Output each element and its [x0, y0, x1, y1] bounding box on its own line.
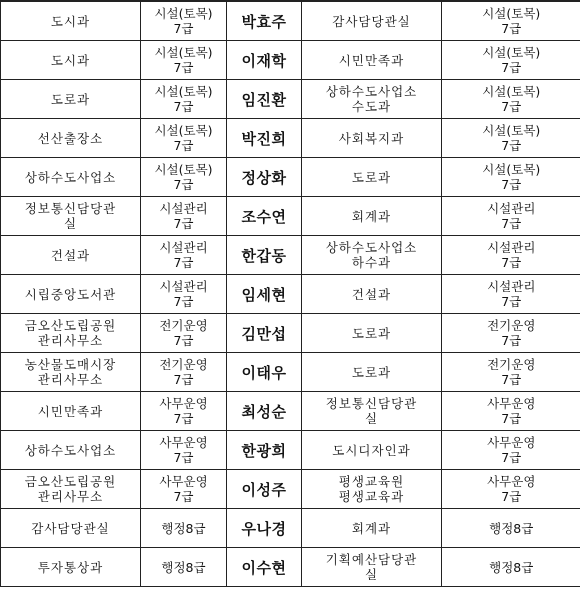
previous-department-line: 농산물도매시장 — [24, 357, 117, 372]
new-department-line: 감사담당관실 — [332, 13, 411, 29]
new-department-cell — [302, 236, 442, 275]
previous-grade-line: 7급 — [173, 411, 194, 426]
previous-grade-line: 시설관리 — [159, 201, 208, 216]
table-row — [1, 1, 580, 41]
previous-department-line: 선산출장소 — [37, 130, 104, 146]
new-grade-line: 전기운영 — [487, 318, 536, 333]
new-grade-cell — [442, 197, 580, 236]
new-grade-cell — [442, 431, 580, 470]
new-grade-line: 7급 — [501, 177, 522, 192]
previous-grade-line: 전기운영 — [159, 318, 208, 333]
new-department-cell — [302, 197, 442, 236]
employee-name-cell: 임세현 — [227, 275, 302, 314]
previous-grade-line: 7급 — [173, 216, 194, 231]
employee-name-cell: 임진환 — [227, 80, 302, 119]
new-department-line: 실 — [364, 567, 379, 582]
previous-department-line: 관리사무소 — [37, 372, 104, 387]
previous-grade-cell — [141, 236, 227, 275]
previous-grade-line: 7급 — [173, 372, 194, 387]
new-department-line: 하수과 — [351, 255, 392, 270]
previous-grade-line: 사무운영 — [159, 435, 208, 450]
previous-department-cell — [1, 470, 141, 509]
employee-name-cell: 우나경 — [227, 509, 302, 548]
new-grade-cell — [442, 470, 580, 509]
new-grade-line: 시설관리 — [487, 240, 536, 255]
previous-grade-cell — [141, 119, 227, 158]
previous-grade-cell — [141, 80, 227, 119]
new-department-line: 건설과 — [351, 286, 392, 302]
previous-department-cell — [1, 353, 141, 392]
new-grade-cell — [442, 275, 580, 314]
new-department-cell — [302, 119, 442, 158]
previous-department-cell — [1, 119, 141, 158]
new-department-cell — [302, 80, 442, 119]
previous-grade-line: 7급 — [173, 99, 194, 114]
table-row — [1, 548, 580, 587]
employee-name-cell: 이재학 — [227, 41, 302, 80]
table-row — [1, 314, 580, 353]
previous-grade-line: 시설관리 — [159, 279, 208, 294]
new-department-cell — [302, 275, 442, 314]
new-department-line: 사회복지과 — [338, 130, 405, 146]
previous-grade-line: 사무운영 — [159, 474, 208, 489]
previous-grade-line: 7급 — [173, 138, 194, 153]
table-row — [1, 80, 580, 119]
new-grade-cell — [442, 158, 580, 197]
table-row — [1, 353, 580, 392]
new-department-line: 도로과 — [351, 364, 392, 380]
new-department-line: 도시디자인과 — [332, 442, 411, 458]
new-department-line: 실 — [364, 411, 379, 426]
previous-department-cell — [1, 41, 141, 80]
previous-grade-line: 시설(토목) — [154, 45, 213, 60]
previous-grade-line: 행정8급 — [161, 559, 206, 575]
new-department-cell — [302, 392, 442, 431]
previous-grade-cell — [141, 275, 227, 314]
previous-grade-line: 7급 — [173, 177, 194, 192]
previous-grade-line: 7급 — [173, 294, 194, 309]
employee-name-cell: 한갑동 — [227, 236, 302, 275]
new-grade-line: 7급 — [501, 216, 522, 231]
previous-department-cell — [1, 392, 141, 431]
employee-name-cell: 정상화 — [227, 158, 302, 197]
new-grade-cell — [442, 392, 580, 431]
previous-grade-cell — [141, 158, 227, 197]
table-row — [1, 431, 580, 470]
new-department-line: 상하수도사업소 — [325, 84, 418, 99]
new-department-line: 회계과 — [351, 208, 392, 224]
employee-name-cell: 조수연 — [227, 197, 302, 236]
previous-grade-cell — [141, 1, 227, 41]
new-grade-cell — [442, 314, 580, 353]
table-row — [1, 158, 580, 197]
previous-grade-line: 시설(토목) — [154, 123, 213, 138]
previous-grade-line: 7급 — [173, 333, 194, 348]
employee-name-cell: 이성주 — [227, 470, 302, 509]
new-department-cell — [302, 158, 442, 197]
previous-department-cell — [1, 275, 141, 314]
previous-grade-cell — [141, 197, 227, 236]
new-grade-line: 7급 — [501, 294, 522, 309]
previous-department-cell — [1, 197, 141, 236]
previous-department-line: 도시과 — [50, 52, 91, 68]
previous-grade-cell — [141, 509, 227, 548]
new-grade-line: 시설(토목) — [482, 84, 541, 99]
previous-department-line: 감사담당관실 — [31, 520, 110, 536]
table-row — [1, 392, 580, 431]
new-department-cell — [302, 314, 442, 353]
previous-grade-line: 7급 — [173, 21, 194, 36]
new-grade-cell — [442, 80, 580, 119]
previous-department-line: 금오산도립공원 — [24, 474, 117, 489]
previous-department-line: 관리사무소 — [37, 333, 104, 348]
new-grade-line: 시설(토목) — [482, 45, 541, 60]
new-grade-line: 시설(토목) — [482, 123, 541, 138]
new-grade-line: 7급 — [501, 333, 522, 348]
previous-department-line: 건설과 — [50, 247, 91, 263]
new-grade-line: 7급 — [501, 21, 522, 36]
previous-department-line: 시립중앙도서관 — [24, 286, 117, 302]
previous-grade-cell — [141, 314, 227, 353]
new-grade-line: 7급 — [501, 138, 522, 153]
previous-grade-cell — [141, 41, 227, 80]
new-grade-line: 행정8급 — [489, 520, 534, 536]
previous-grade-line: 시설관리 — [159, 240, 208, 255]
previous-department-cell — [1, 236, 141, 275]
previous-grade-line: 7급 — [173, 255, 194, 270]
previous-department-cell — [1, 1, 141, 41]
employee-name-cell: 박진희 — [227, 119, 302, 158]
new-grade-line: 7급 — [501, 60, 522, 75]
new-grade-cell — [442, 548, 580, 587]
new-grade-line: 시설(토목) — [482, 6, 541, 21]
table-row — [1, 197, 580, 236]
previous-grade-cell — [141, 470, 227, 509]
previous-department-line: 상하수도사업소 — [24, 169, 117, 185]
new-department-line: 도로과 — [351, 325, 392, 341]
table-row — [1, 41, 580, 80]
new-grade-cell — [442, 1, 580, 41]
previous-department-cell — [1, 431, 141, 470]
previous-grade-line: 7급 — [173, 450, 194, 465]
new-department-cell — [302, 470, 442, 509]
new-grade-cell — [442, 236, 580, 275]
previous-department-line: 관리사무소 — [37, 489, 104, 504]
previous-department-line: 실 — [63, 216, 78, 231]
previous-department-line: 금오산도립공원 — [24, 318, 117, 333]
new-department-line: 회계과 — [351, 520, 392, 536]
table-row — [1, 275, 580, 314]
previous-department-cell — [1, 158, 141, 197]
new-grade-line: 7급 — [501, 372, 522, 387]
previous-grade-line: 시설(토목) — [154, 6, 213, 21]
new-department-line: 시민만족과 — [338, 52, 405, 68]
previous-grade-cell — [141, 392, 227, 431]
new-grade-line: 7급 — [501, 99, 522, 114]
previous-department-line: 투자통상과 — [37, 559, 104, 575]
employee-name-cell: 박효주 — [227, 1, 302, 41]
previous-department-cell — [1, 314, 141, 353]
new-department-line: 기획예산담당관 — [325, 552, 418, 567]
previous-grade-line: 시설(토목) — [154, 84, 213, 99]
previous-grade-cell — [141, 353, 227, 392]
employee-name-cell: 최성순 — [227, 392, 302, 431]
new-grade-line: 행정8급 — [489, 559, 534, 575]
new-department-line: 수도과 — [351, 99, 392, 114]
previous-grade-line: 사무운영 — [159, 396, 208, 411]
new-grade-line: 전기운영 — [487, 357, 536, 372]
new-grade-line: 7급 — [501, 255, 522, 270]
new-department-cell — [302, 548, 442, 587]
table-body — [1, 1, 580, 587]
previous-department-line: 상하수도사업소 — [24, 442, 117, 458]
new-grade-line: 사무운영 — [487, 435, 536, 450]
new-grade-line: 시설관리 — [487, 201, 536, 216]
new-department-cell — [302, 41, 442, 80]
previous-department-line: 도시과 — [50, 13, 91, 29]
new-department-cell — [302, 431, 442, 470]
previous-grade-cell — [141, 548, 227, 587]
previous-department-cell — [1, 509, 141, 548]
previous-grade-line: 시설(토목) — [154, 162, 213, 177]
previous-department-cell — [1, 80, 141, 119]
previous-grade-line: 7급 — [173, 489, 194, 504]
new-grade-line: 시설(토목) — [482, 162, 541, 177]
new-department-cell — [302, 509, 442, 548]
previous-department-line: 정보통신담당관 — [24, 201, 117, 216]
table-row — [1, 509, 580, 548]
previous-department-cell — [1, 548, 141, 587]
new-department-line: 평생교육원 — [338, 474, 405, 489]
new-department-cell — [302, 353, 442, 392]
new-grade-line: 사무운영 — [487, 396, 536, 411]
table-row — [1, 119, 580, 158]
new-grade-line: 7급 — [501, 411, 522, 426]
new-department-cell — [302, 1, 442, 41]
new-grade-cell — [442, 353, 580, 392]
employee-name-cell: 김만섭 — [227, 314, 302, 353]
previous-grade-cell — [141, 431, 227, 470]
new-grade-cell — [442, 119, 580, 158]
previous-grade-line: 전기운영 — [159, 357, 208, 372]
new-grade-line: 7급 — [501, 489, 522, 504]
employee-name-cell: 한광희 — [227, 431, 302, 470]
new-grade-line: 시설관리 — [487, 279, 536, 294]
previous-grade-line: 7급 — [173, 60, 194, 75]
new-department-line: 평생교육과 — [338, 489, 405, 504]
previous-grade-line: 행정8급 — [161, 520, 206, 536]
table-row — [1, 470, 580, 509]
employee-name-cell: 이태우 — [227, 353, 302, 392]
new-grade-cell — [442, 509, 580, 548]
previous-department-line: 시민만족과 — [37, 403, 104, 419]
new-department-line: 상하수도사업소 — [325, 240, 418, 255]
table-row — [1, 236, 580, 275]
new-grade-line: 7급 — [501, 450, 522, 465]
new-department-line: 도로과 — [351, 169, 392, 185]
employee-name-cell: 이수현 — [227, 548, 302, 587]
new-grade-cell — [442, 41, 580, 80]
new-department-line: 정보통신담당관 — [325, 396, 418, 411]
previous-department-line: 도로과 — [50, 91, 91, 107]
new-grade-line: 사무운영 — [487, 474, 536, 489]
